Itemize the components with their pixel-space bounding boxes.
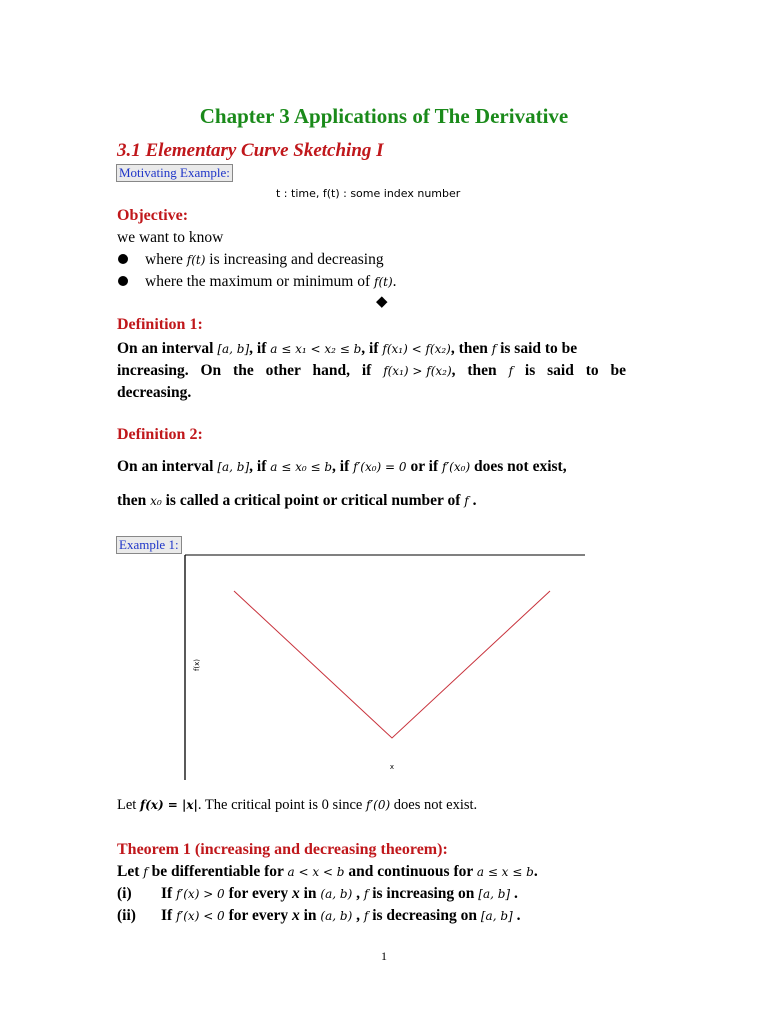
definition-2-line-1: On an interval [a, b], if a ≤ x₀ ≤ b, if f′(x₀) = 0 or if f′(x₀) does not exist, xyxy=(117,458,567,475)
definition-2-line-2: then x₀ is called a critical point or critical number of f . xyxy=(117,492,477,509)
bullet-item-1: where f(t) is increasing and decreasing xyxy=(118,251,384,269)
bullet-icon xyxy=(118,254,128,264)
plot-x-label: x xyxy=(389,763,395,771)
example-1-label: Example 1: xyxy=(116,536,182,554)
objective-heading: Objective: xyxy=(117,207,189,224)
definition-2-heading: Definition 2: xyxy=(117,426,203,443)
definition-1-line-1: On an interval [a, b], if a ≤ x₁ < x₂ ≤ b, if f(x₁) < f(x₂), then f is said to be xyxy=(117,340,578,357)
definition-1-line-3: decreasing. xyxy=(117,384,192,401)
page-number: 1 xyxy=(381,949,387,963)
plot-series-line xyxy=(234,591,550,738)
section-heading: 3.1 Elementary Curve Sketching I xyxy=(117,140,384,161)
theorem-1-item-i: (i) If f′(x) > 0 for every x in (a, b) , f is increasing on [a, b] . xyxy=(117,885,518,902)
objective-intro: we want to know xyxy=(117,229,224,246)
motivating-example-label: Motivating Example: xyxy=(116,164,233,182)
bullet-item-2: where the maximum or minimum of f(t). xyxy=(118,273,397,291)
chapter-title: Chapter 3 Applications of The Derivative xyxy=(199,104,569,128)
theorem-1-item-ii: (ii) If f′(x) < 0 for every x in (a, b) , f is decreasing on [a, b] . xyxy=(117,907,521,924)
plot-y-label: f(x) xyxy=(193,658,201,672)
diamond-icon: ◆ xyxy=(376,294,388,310)
definition-1-line-2: increasing. On the other hand, if f(x₁) > f(x₂), then f is said to be xyxy=(117,362,626,379)
theorem-1-line-1: Let f be differentiable for a < x < b and continuous for a ≤ x ≤ b. xyxy=(117,863,538,880)
let-statement: Let f(x) = |x|. The critical point is 0 since f′(0) does not exist. xyxy=(117,797,478,813)
example-plot xyxy=(170,548,590,784)
bullet-icon xyxy=(118,276,128,286)
motivating-example-text: t : time, f(t) : some index number xyxy=(276,187,461,200)
theorem-1-heading: Theorem 1 (increasing and decreasing theorem): xyxy=(117,841,448,858)
definition-1-heading: Definition 1: xyxy=(117,316,203,333)
